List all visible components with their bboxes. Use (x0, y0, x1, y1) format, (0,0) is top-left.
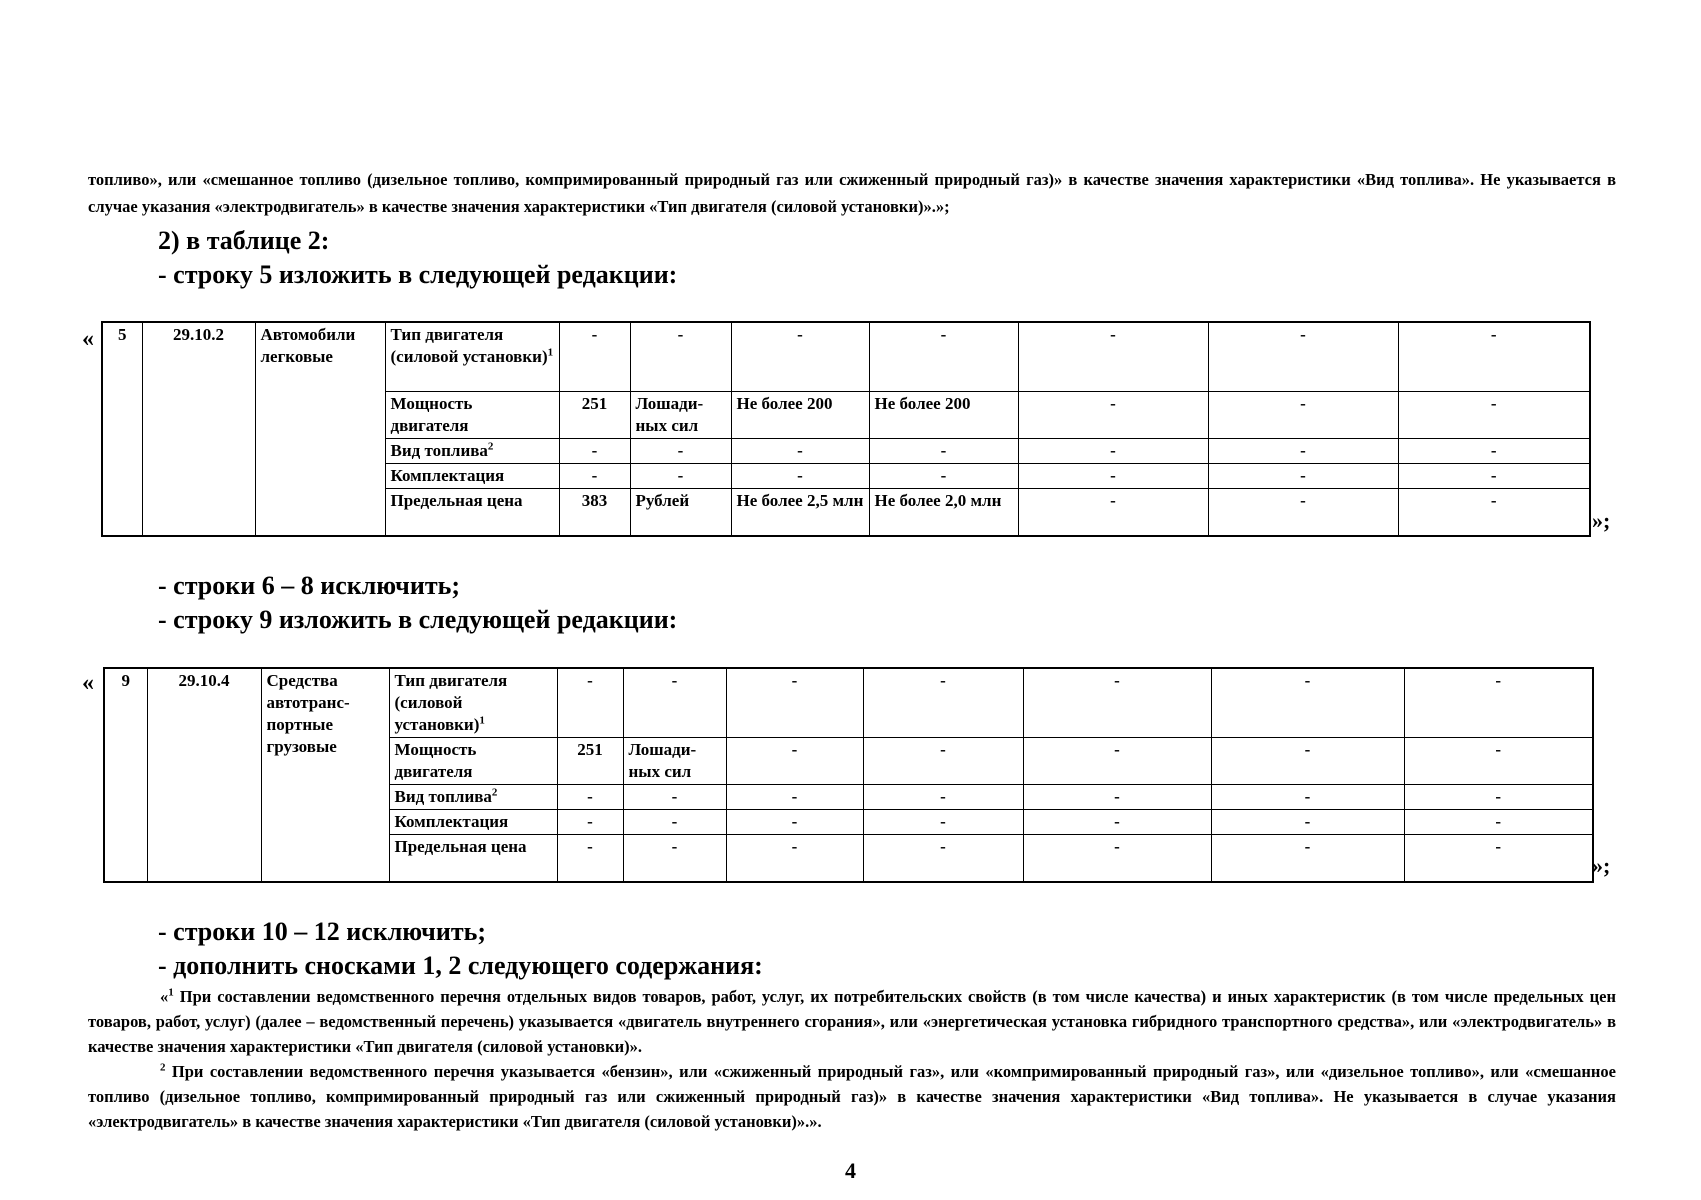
table-cell: - (1208, 489, 1398, 537)
okpd-code: 29.10.2 (142, 322, 255, 536)
footnote-quote: « (160, 987, 169, 1006)
characteristic-label: Мощность двигателя (394, 740, 477, 781)
table-cell: - (1398, 464, 1590, 489)
table-cell: - (1404, 810, 1593, 835)
footnote-text: При составлении ведомственного перечня отдельных видов товаров, работ, услуг, их потребительских свойств (в том числе качества) и иных характеристик (в том числе предельных цен товаров, работ, услуг) (далее – ведомственный перечень) указывается «двигатель внутреннего сгорания», или «энергетическая установка гибридного транспортного средства», или «электродвигатель» в качестве значения характеристики «Тип двигателя (силовой установки)». (88, 987, 1616, 1056)
table-cell: - (623, 668, 726, 738)
table-cell: - (1208, 322, 1398, 392)
table-cell: - (1018, 439, 1208, 464)
intro-paragraph: топливо», или «смешанное топливо (дизельное топливо, компримированный природный газ или сжиженный природный газ)» в качестве значения характеристики «Вид топлива». Не указывается в случае указания «электродвигатель» в качестве значения характеристики «Тип двигателя (силовой установки)».»; (88, 170, 1616, 216)
table-cell: - (1208, 464, 1398, 489)
table-cell: - (623, 810, 726, 835)
table-cell: Лошади-ных сил (630, 392, 731, 439)
row-number: 5 (102, 322, 142, 536)
table-cell: Не более 200 (869, 392, 1018, 439)
table-cell: - (1018, 392, 1208, 439)
footnote-mark: 2 (491, 786, 498, 799)
table-cell: - (863, 738, 1023, 785)
characteristic-cell (389, 810, 557, 835)
quote-close: »; (1592, 508, 1611, 533)
table-cell: - (1211, 810, 1404, 835)
footnote-mark: 2 (487, 440, 494, 453)
table-cell: - (1398, 439, 1590, 464)
table-cell: - (726, 835, 863, 883)
table-cell: - (1211, 835, 1404, 883)
characteristic-cell (385, 322, 559, 392)
footnote-text: При составлении ведомственного перечня указывается «бензин», или «сжиженный природный газ», или «компримированный природный газ», или «дизельное топливо», или «смешанное топливо (дизельное топливо, компримированный природный газ или сжиженный природный газ)» в качестве значения характеристики «Вид топлива». Не указывается в случае указания «электродвигатель» в качестве значения характеристики «Тип двигателя (силовой установки)».». (88, 1062, 1616, 1131)
table-cell: - (630, 439, 731, 464)
table-cell: - (1023, 810, 1211, 835)
table-cell: - (1398, 322, 1590, 392)
table-cell: - (1398, 392, 1590, 439)
table-cell: Лошади-ных сил (623, 738, 726, 785)
table-cell: - (1211, 785, 1404, 810)
characteristic-label: Комплектация (390, 466, 505, 485)
characteristic-label: Вид топлива (394, 787, 492, 806)
characteristic-label: Тип двигателя (силовой установки) (390, 325, 548, 366)
table-cell: Не более 200 (731, 392, 869, 439)
table-cell: - (559, 322, 630, 392)
characteristic-cell (385, 439, 559, 464)
table-cell: - (1404, 668, 1593, 738)
table-cell: - (557, 785, 623, 810)
table-cell: - (726, 738, 863, 785)
footnote-2 (88, 1059, 1616, 1134)
table-cell: 383 (559, 489, 630, 537)
row-number: 9 (104, 668, 147, 882)
table-cell: - (1018, 464, 1208, 489)
table-cell: - (557, 810, 623, 835)
quote-open: « (82, 670, 94, 696)
characteristic-cell (389, 785, 557, 810)
table-cell: - (1208, 439, 1398, 464)
table-cell: 251 (557, 738, 623, 785)
table-row (104, 668, 1593, 738)
characteristic-cell (389, 668, 557, 738)
characteristic-label: Предельная цена (394, 837, 527, 856)
footnote-mark: 2 (160, 1061, 166, 1074)
characteristic-label: Вид топлива (390, 441, 488, 460)
characteristic-label: Мощность двигателя (390, 394, 473, 435)
table-cell: - (731, 439, 869, 464)
table-cell: - (863, 785, 1023, 810)
table-cell: - (1018, 489, 1208, 537)
characteristic-label: Предельная цена (390, 491, 523, 510)
page-number: 4 (845, 1158, 856, 1183)
heading-row9: - строку 9 изложить в следующей редакции: (158, 605, 678, 634)
table-cell: - (731, 464, 869, 489)
quote-open: « (82, 326, 94, 352)
table-cell: - (726, 785, 863, 810)
heading-rows10-12: - строки 10 – 12 исключить; (158, 917, 486, 946)
footnote-1 (88, 984, 1616, 1059)
table-cell: - (557, 835, 623, 883)
table-cell: - (1398, 489, 1590, 537)
characteristic-cell (389, 738, 557, 785)
table-cell: - (863, 668, 1023, 738)
table-cell: - (559, 439, 630, 464)
table-cell: - (1211, 738, 1404, 785)
heading-rows6-8: - строки 6 – 8 исключить; (158, 571, 460, 600)
table-cell: - (869, 439, 1018, 464)
footnote-mark: 1 (547, 346, 554, 359)
table-cell: - (623, 785, 726, 810)
table-row5 (101, 321, 1591, 537)
table-cell: - (1023, 668, 1211, 738)
heading-table2: 2) в таблице 2: (158, 226, 330, 255)
table-cell: - (623, 835, 726, 883)
okpd-code: 29.10.4 (147, 668, 261, 882)
quote-close: »; (1592, 853, 1611, 878)
heading-footnotes: - дополнить сносками 1, 2 следующего содержания: (158, 951, 763, 980)
table-cell: - (1404, 785, 1593, 810)
table-row9 (103, 667, 1594, 883)
table-cell: - (559, 464, 630, 489)
characteristic-label: Тип двигателя (силовой установки) (394, 671, 508, 734)
table-cell: - (726, 810, 863, 835)
characteristic-label: Комплектация (394, 812, 509, 831)
footnotes-block (88, 984, 1616, 1134)
heading-row5: - строку 5 изложить в следующей редакции: (158, 260, 678, 289)
footnote-mark: 1 (168, 986, 174, 999)
table-cell: - (630, 322, 731, 392)
characteristic-cell (385, 489, 559, 537)
table-cell: - (863, 810, 1023, 835)
table-cell: - (630, 464, 731, 489)
table-cell: - (869, 464, 1018, 489)
table-cell: - (869, 322, 1018, 392)
table-cell: Не более 2,0 млн (869, 489, 1018, 537)
table-cell: - (1023, 835, 1211, 883)
table-cell: - (1208, 392, 1398, 439)
table-cell: - (1023, 738, 1211, 785)
table-cell: - (726, 668, 863, 738)
table-cell: - (1018, 322, 1208, 392)
characteristic-cell (389, 835, 557, 883)
footnote-mark: 1 (479, 714, 485, 727)
table-cell: - (1404, 835, 1593, 883)
table-cell: 251 (559, 392, 630, 439)
table-cell: - (1211, 668, 1404, 738)
product-name: Автомобили легковые (255, 322, 385, 536)
table-cell: - (731, 322, 869, 392)
table-cell: Рублей (630, 489, 731, 537)
table-cell: - (557, 668, 623, 738)
table-row (102, 322, 1590, 392)
product-name: Средства автотранс-портные грузовые (261, 668, 389, 882)
characteristic-cell (385, 464, 559, 489)
table-cell: - (863, 835, 1023, 883)
table-cell: - (1023, 785, 1211, 810)
table-cell: - (1404, 738, 1593, 785)
table-cell: Не более 2,5 млн (731, 489, 869, 537)
characteristic-cell (385, 392, 559, 439)
